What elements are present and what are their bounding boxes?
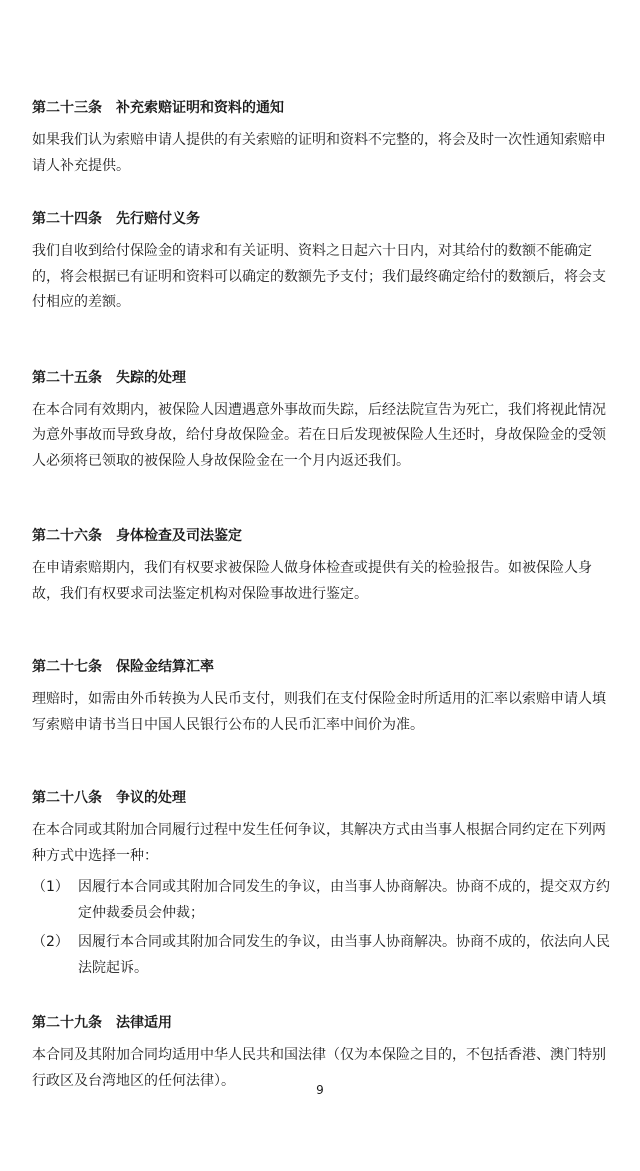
list-item xyxy=(32,875,612,926)
article-25-heading: 第二十五条 失踪的处理 xyxy=(32,369,186,386)
page-number: 9 xyxy=(316,1083,324,1097)
article-28-heading: 第二十八条 争议的处理 xyxy=(32,790,186,806)
article-24 xyxy=(32,209,612,316)
article-27-body: 理赔时，如需由外币转换为人民币支付，则我们在支付保险金时所适用的汇率以索赔申请人填写索赔申请书当日中国人民银行公布的人民币汇率中间价为准。 xyxy=(32,691,606,733)
list-item-text: 因履行本合同或其附加合同发生的争议，由当事人协商解决。协商不成的，依法向人民法院起诉。 xyxy=(78,934,610,976)
article-23 xyxy=(32,98,612,179)
article-28-body: 在本合同或其附加合同履行过程中发生任何争议，其解决方式由当事人根据合同约定在下列两种方式中选择一种： xyxy=(32,822,606,864)
article-27 xyxy=(32,657,612,738)
list-item xyxy=(32,930,612,981)
article-23-body: 如果我们认为索赔申请人提供的有关索赔的证明和资料不完整的，将会及时一次性通知索赔申请人补充提供。 xyxy=(32,132,606,174)
article-23-heading: 第二十三条 补充索赔证明和资料的通知 xyxy=(32,100,284,116)
article-29-heading: 第二十九条 法律适用 xyxy=(32,1015,172,1031)
list-item-number: （2） xyxy=(32,934,69,950)
list-item-text: 因履行本合同或其附加合同发生的争议，由当事人协商解决。协商不成的，提交双方约定仲裁委员会仲裁； xyxy=(78,879,610,921)
article-24-heading: 第二十四条 先行赔付义务 xyxy=(32,211,200,227)
article-24-body: 我们自收到给付保险金的请求和有关证明、资料之日起六十日内，对其给付的数额不能确定的，将会根据已有证明和资料可以确定的数额先予支付；我们最终确定给付的数额后，将会支付相应的差额。 xyxy=(32,243,606,310)
article-26 xyxy=(32,526,612,607)
article-29-body: 本合同及其附加合同均适用中华人民共和国法律（仅为本保险之目的，不包括香港、澳门特别行政区及台湾地区的任何法律）。 xyxy=(32,1047,606,1089)
article-25 xyxy=(32,368,612,475)
article-25-body: 在本合同有效期内，被保险人因遭遇意外事故而失踪，后经法院宣告为死亡，我们将视此情况为意外事故而导致身故，给付身故保险金。若在日后发现被保险人生还时，身故保险金的受领人必须将已领取的被保险人身故保险金在一个月内返还我们。 xyxy=(32,401,606,469)
article-26-heading: 第二十六条 身体检查及司法鉴定 xyxy=(32,528,242,544)
article-28 xyxy=(32,788,612,981)
article-27-heading: 第二十七条 保险金结算汇率 xyxy=(32,659,214,675)
article-28-options-list xyxy=(32,875,612,981)
document-page xyxy=(32,98,612,1094)
article-26-body: 在申请索赔期内，我们有权要求被保险人做身体检查或提供有关的检验报告。如被保险人身故，我们有权要求司法鉴定机构对保险事故进行鉴定。 xyxy=(32,560,592,602)
list-item-number: （1） xyxy=(32,879,69,895)
